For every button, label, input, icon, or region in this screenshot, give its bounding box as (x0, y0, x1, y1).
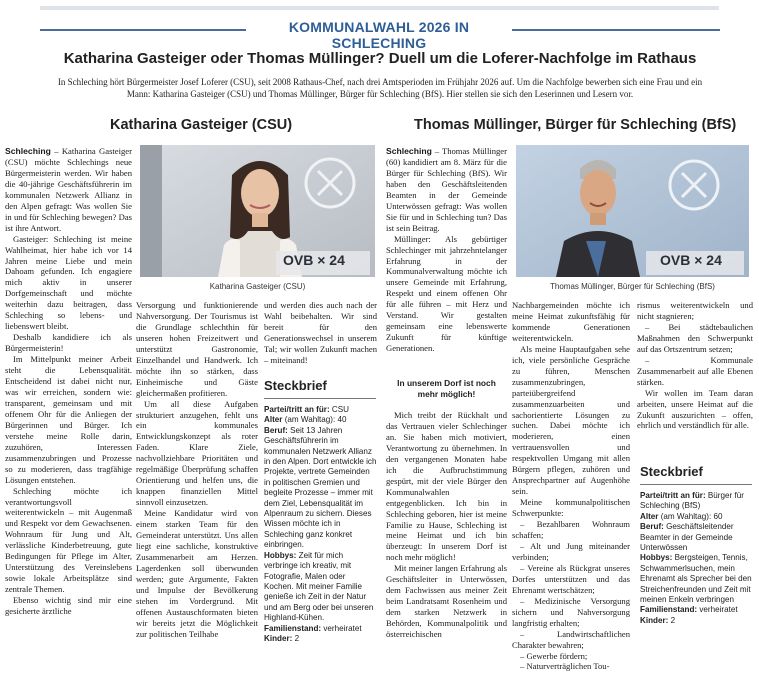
list-item: – Kommunale Zusammenarbeit auf alle Ebenen stärken. (637, 354, 753, 387)
steckbrief-party: Partei/tritt an für: CSU (264, 405, 349, 414)
steckbrief-party: Partei/tritt an für: Bürger für Schleching (BfS) (640, 491, 744, 511)
paragraph: Schleching möchte ich verantwortungsvoll weiterentwickeln – mit Augenmaß und Respekt vor dem Gewachsenen. Wohnraum für Jung und Alt, verlässliche Kinderbetreuung, gute Bedingungen für Pflege im Alter, Unterstützung des Vereinslebens sowie lokale Arbeitsplätze sind zentrale Themen. (5, 485, 132, 595)
left-candidate-heading: Katharina Gasteiger (CSU) (110, 117, 293, 133)
photo-caption-right: Thomas Müllinger, Bürger für Schleching (BfS) (550, 282, 715, 291)
ovb-logo-right: OVB × 24 (660, 252, 722, 268)
steckbrief-job: Beruf: Geschäftsleitender Beamter in der Gemeinde Unterwössen (640, 522, 734, 553)
article-headline: Katharina Gasteiger oder Thomas Müllinger? Duell um die Loferer-Nachfolge im Rathaus (63, 50, 697, 67)
paragraph: Meine kommunalpolitischen Schwerpunkte: (512, 497, 630, 519)
steckbrief-marital: Familienstand: verheiratet (264, 623, 362, 633)
article-intro: In Schleching hört Bürgermeister Josef Loferer (CSU), seit 2008 Rathaus-Chef, nach drei Amtsperioden im Frühjahr 2026 auf. Um die Nachfolge bewerben sich eine Frau und ein Mann: Katharina Gasteiger (CSU) und Thomas Müllinger, Bürger für Schleching (BfS). Hier stellen sie sich den Leserinnen und Lesern vor. (57, 77, 703, 99)
steckbrief-age: Alter (am Wahltag): 60 (640, 511, 723, 521)
steckbrief-title-left: Steckbrief (264, 378, 327, 393)
paragraph: Ebenso wichtig sind mir eine gesicherte ärztliche (5, 595, 132, 617)
right-candidate-heading: Thomas Müllinger, Bürger für Schleching (BfS) (414, 117, 737, 133)
paragraph: Schleching – Thomas Müllinger (60) kandidiert am 8. März für die Bürger für Schleching (BfS). Wir haben den Geschäftsleitenden Beamten in der Gemeinde Unterwössen gefragt: Was wollen Sie für und in Schleching tun? Das ist sein Beitrag. (386, 146, 507, 233)
paragraph: und werden dies auch nach der Wahl beibehalten. Wir sind bereit für den Generationswechsel in unserem Tal; wir wollen Zukunft machen – miteinand! (264, 300, 377, 365)
paragraph: Wir wollen im Team daran arbeiten, unsere Heimat auf die Zukunft auszurichten – offen, ehrlich und verständlich für alle. (637, 387, 753, 431)
steckbrief-job: Beruf: Seit 13 Jahren Geschäftsführerin im kommunalen Netzwerk Allianz in den Alpen. Dort entwickle ich Projekte, vertrete Gemeinden in politischen Gremien und begleite Prozesse – immer mit dem Ziel, Lebensqualität im Alpenraum zu sichern. Dieses Wissen möchte ich in Schleching ganz konkret einbringen. (264, 425, 377, 550)
paragraph: Mit meiner langen Erfahrung als Geschäftsleiter in Unterwössen, dem Fachwissen aus meiner Zeit beim Landratsamt Rosenheim und dem starken Netzwerk in Behörden, Kommunalpolitik und österreichischen (386, 563, 507, 640)
right-column-2 (512, 300, 630, 672)
steckbrief-title-right: Steckbrief (640, 464, 703, 479)
list-item: – Gewerbe fördern; (520, 650, 588, 661)
paragraph: Schleching – Katharina Gasteiger (CSU) möchte Schlechings neue Bürgermeisterin werden. Wir haben die 40-jährige Geschäftsführerin im kommunalen Netzwerk Allianz in den Alpen gefragt: Was wollen Sie in und für Schleching bewegen? Das ist ihre Antwort. (5, 146, 132, 233)
paragraph: Gasteiger: Schleching ist meine Wahlheimat, hier habe ich vor 14 Jahren meine Liebe und mein Dahoam gefunden. Ich engagiere mich aktiv in unserer Dorfgemeinschaft und möchte weiterhin dazu beitragen, dass Schleching so lebens- und liebenswert bleibt. (5, 233, 132, 332)
steckbrief-hobbies: Hobbys: Bergsteigen, Tennis, Schwammerlsuchen, mein Ehrenamt als Sprecher bei den Streichenfreunden und Zeit mit meinen Enkeln verbringen (640, 553, 752, 605)
paragraph: rismus weiterentwickeln und nicht stagnieren; (637, 300, 753, 321)
paragraph: Versorgung und funktionierende Nahversorgung. Der Tourismus ist die Grundlage schlechthin für unseren hohen Freizeitwert und unterstützt Gastronomie, Einzelhandel und Handwerk. Ich möchte ihn so stärken, dass Einheimische und Gäste gleichermaßen profitieren. (136, 300, 258, 398)
left-column-1 (5, 146, 132, 617)
paragraph: Als meine Hauptaufgaben sehe ich, viele persönliche Gespräche zu führen, Menschen zusammenzubringen, parteiübergreifend zusammenzuarbeiten und sachorientierte Lösungen zu suchen. Dabei möchte ich moderieren, einen vertrauensvollen und respektvollen Umgang mit allen Bürgern pflegen, zuhören und Ansprechpartner auf Augenhöhe sein. (512, 343, 630, 497)
steckbrief-marital: Familienstand: verheiratet (640, 605, 738, 615)
steckbrief-rule-right (640, 484, 752, 485)
list-item: – Bezahlbaren Wohnraum schaffen; (512, 519, 630, 541)
section-kicker: KOMMUNALWAHL 2026 IN SCHLECHING (288, 19, 470, 51)
right-column-1 (386, 146, 507, 354)
ovb-logo-left: OVB × 24 (283, 252, 345, 268)
top-rule (40, 6, 719, 10)
paragraph: Mich treibt der Rückhalt und das Vertrauen vieler Schlechinger an. Sie haben mich motiviert, Verantwortung zu übernehmen. In den vergangenen Monaten habe ich die Aufbruchstimmung gespürt, mit der viele Bürger den Kommunalwahlen entgegenblicken. Ich bin in Schleching geboren, hier ist meine Familie zu Hause, Schleching ist meine Heimat und ich bin überzeugt: In unserem Dorf ist noch mehr möglich! (386, 410, 507, 563)
paragraph: Meine Kandidatur wird von einem starken Team für den Gemeinderat unterstützt. Uns allen liegt eine sachliche, konstruktive Zusammenarbeit am Herzen. Lagerdenken soll überwunden werden; gute Argumente, Fakten und Impulse der Bevölkerung stehen im Vordergrund. Mit offenen Austauschformaten bieten wir bereits jetzt die Möglichkeit zur politischen Teilhabe (136, 508, 258, 639)
list-item: – Landwirtschaftlichen Charakter bewahren; (512, 628, 630, 650)
steckbrief-children: Kinder: 2 (264, 633, 300, 643)
steckbrief-rule-left (264, 398, 376, 399)
kicker-rule-right (512, 29, 720, 31)
paragraph: Um all diese Aufgaben strukturiert anzugehen, fehlt uns ein kommunales Entwicklungskonzept als roter Faden. Klare Ziele, nachvollziehbare Prioritäten und regelmäßige Überprüfung schaffen Orientierung und helfen uns, die knappen finanziellen Mittel sinnvoll einzusetzen. (136, 398, 258, 508)
paragraph: Müllinger: Als gebürtiger Schlechinger mit jahrzehntelanger Erfahrung in der Kommunalverwaltung möchte ich unsere Gemeinde mit Erfahrung, Respekt und einem offenen Ohr für alle führen – mit Herz und Verstand. Wir gestalten gemeinsam eine lebenswerte Zukunft für künftige Generationen. (386, 233, 507, 354)
left-column-3 (264, 300, 377, 366)
photo-caption-left: Katharina Gasteiger (CSU) (209, 282, 306, 291)
right-column-3 (637, 300, 753, 431)
steckbrief-left (264, 405, 377, 644)
list-item: – Bei städtebaulichen Maßnahmen den Schwerpunkt auf das Ortszentrum setzen; (637, 321, 753, 354)
paragraph: Nachbargemeinden möchte ich meine Heimat zukunftsfähig für kommende Generationen weiterentwickeln. (512, 300, 630, 343)
list-item: – Naturverträglichen Tou- (520, 661, 610, 672)
steckbrief-children: Kinder: 2 (640, 615, 676, 625)
right-subheading: In unserem Dorf ist noch mehr möglich! (397, 378, 496, 399)
kicker-rule-left (40, 29, 246, 31)
right-column-1b (386, 410, 507, 640)
paragraph: Im Mittelpunkt meiner Arbeit steht die Lebensqualität. Entscheidend ist dabei nicht nur, was wir erreichen, sondern wie: transparent, gemeinsam und mit offenem Ohr für die Anliegen der Bürgerinnen und Bürger. Ich verstehe meine Rolle darin, zuzuhören, Interessen zusammenzubringen und Prozesse so zu moderieren, dass tragfähige Lösungen entstehen. (5, 354, 132, 485)
list-item: – Vereine als Rückgrat unseres Dorfes unterstützen und das Ehrenamt wertschätzen; (512, 562, 630, 595)
left-column-2 (136, 300, 258, 640)
paragraph: Deshalb kandidiere ich als Bürgermeisterin! (5, 332, 132, 354)
steckbrief-age: Alter (am Wahltag): 40 (264, 415, 347, 425)
list-item: – Medizinische Versorgung sichern und Nahversorgung langfristig erhalten; (512, 595, 630, 628)
list-item: – Alt und Jung miteinander verbinden; (512, 540, 630, 562)
steckbrief-right (640, 491, 754, 626)
steckbrief-hobbies: Hobbys: Zeit für mich verbringe ich kreativ, mit Fotografie, Malen oder Kochen. Mit meiner Familie genieße ich Zeit in der Natur und am Berg oder bei unseren Highland-Kühen. (264, 550, 374, 623)
